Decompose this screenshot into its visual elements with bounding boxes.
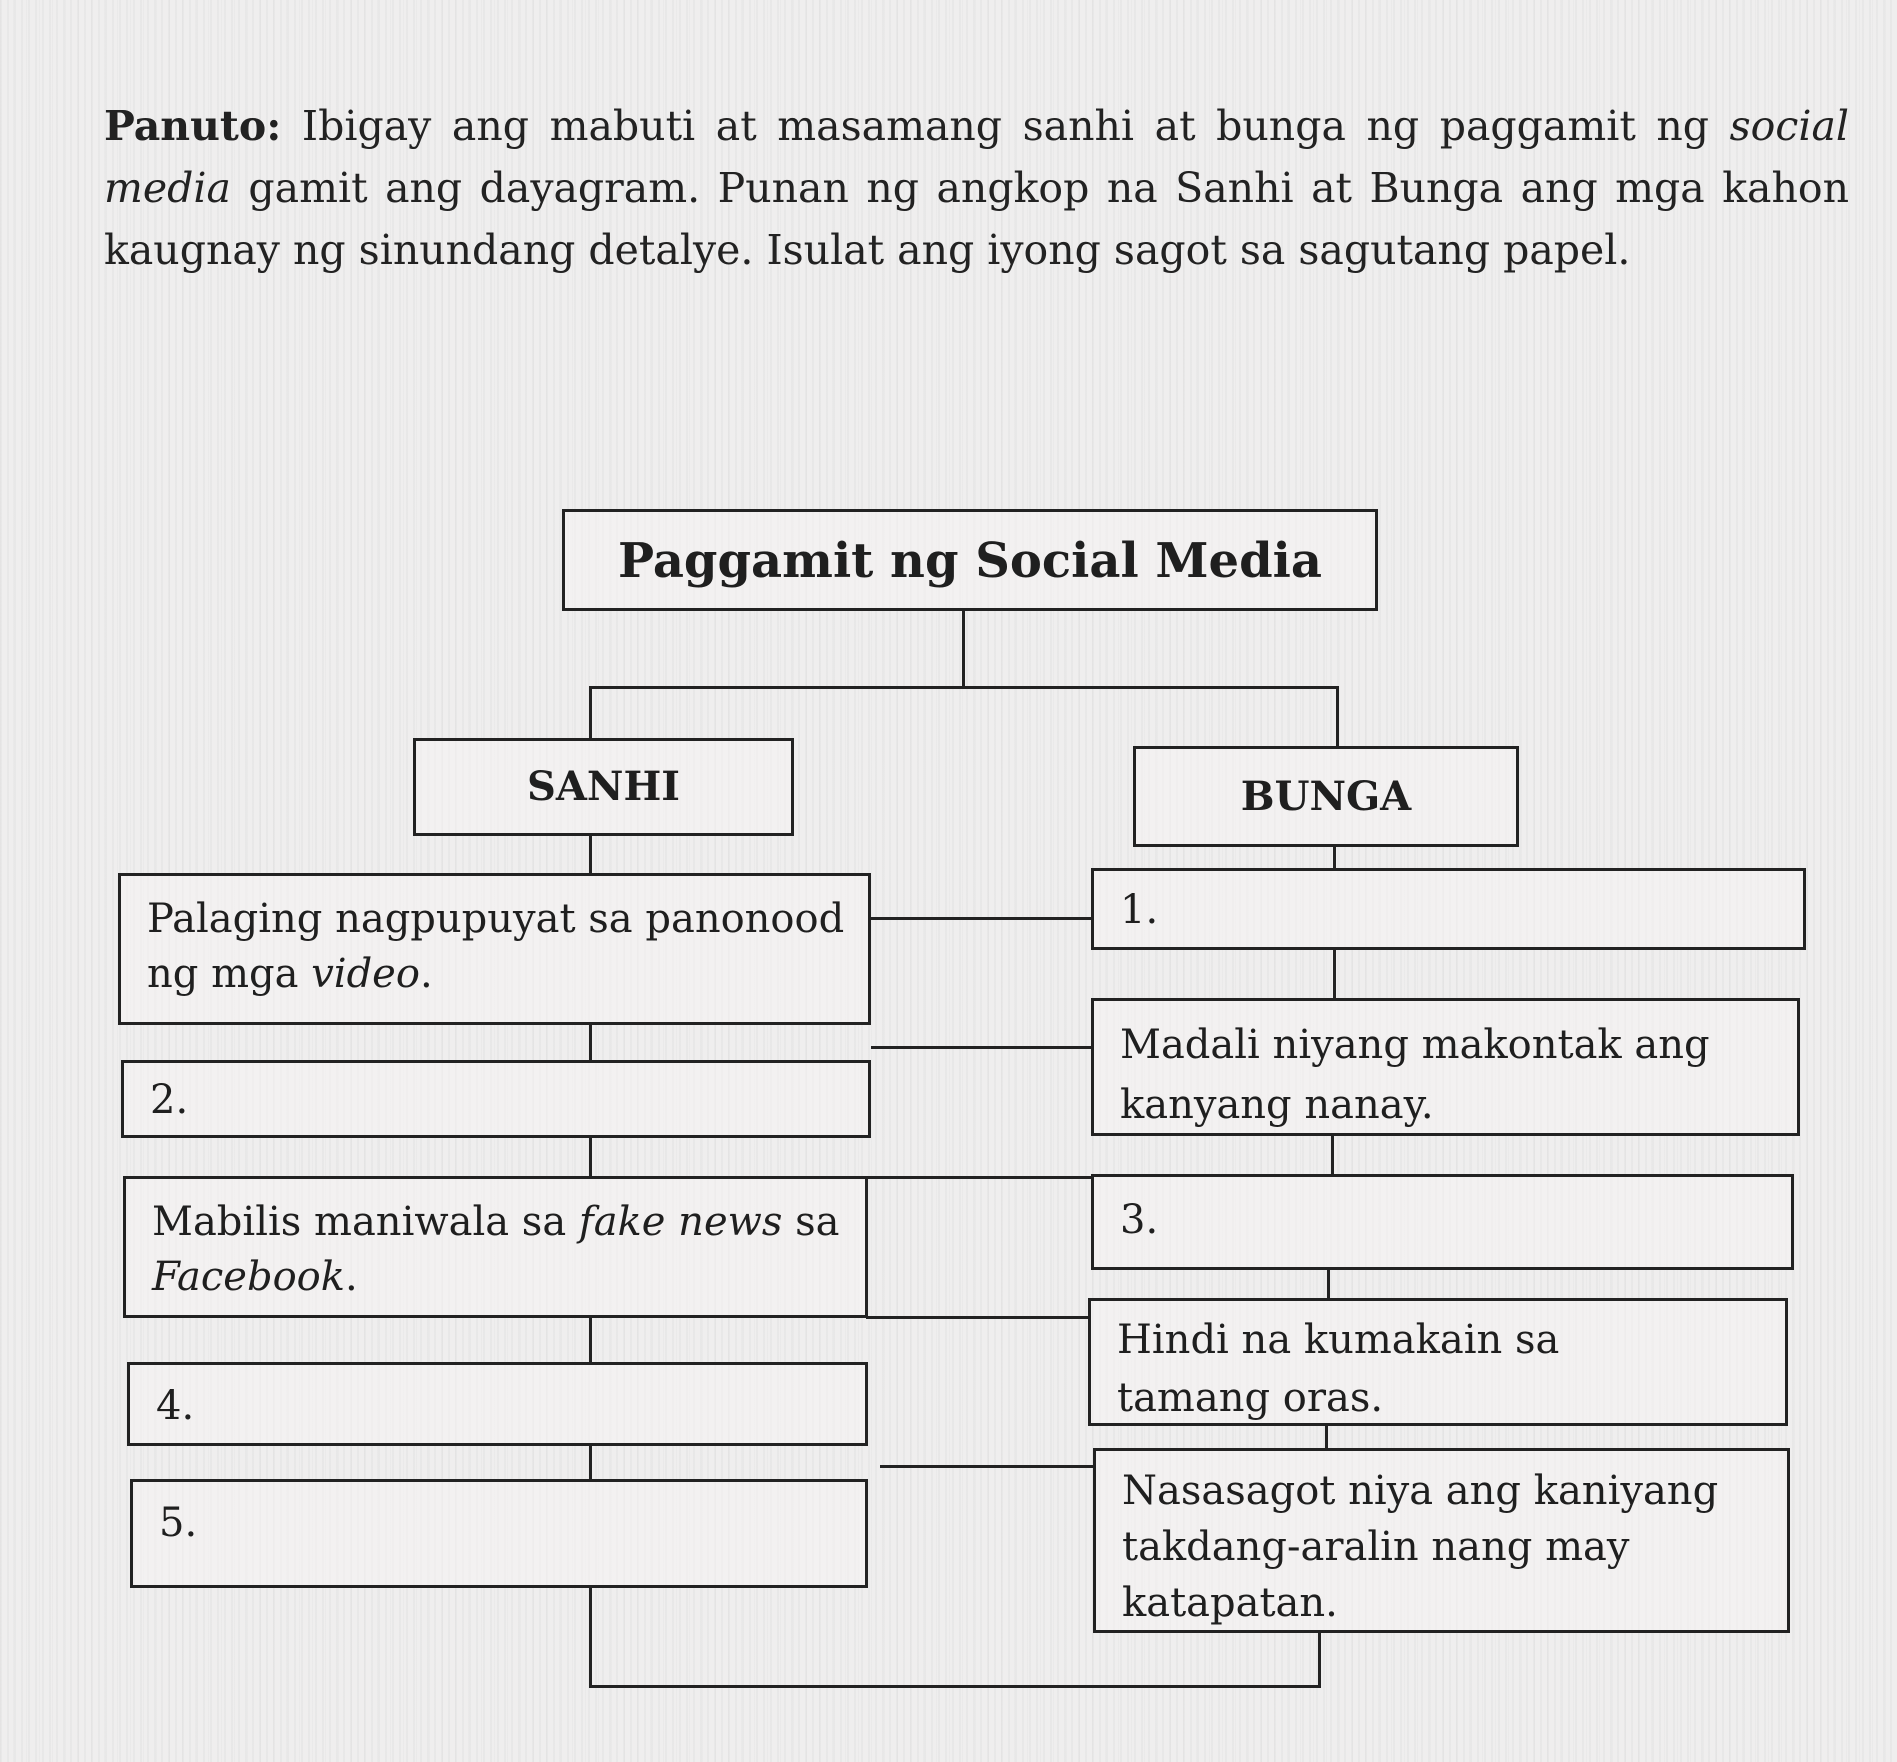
sanhi-box-1 [118,873,871,1025]
bunga-box-1-answer[interactable] [1091,868,1806,950]
connector-line [1331,1136,1334,1175]
bunga-number: 1. [1120,887,1159,933]
bunga-text: Nasasagot niya ang kaniyang takdang-aralin nang may katapatan. [1122,1468,1719,1626]
connector-line [589,686,1339,689]
connector-line [1333,950,1336,999]
sanhi-box-4-answer[interactable] [127,1362,868,1446]
connector-line [589,686,592,739]
sanhi-number: 2. [150,1077,189,1123]
bunga-text: Madali niyang makontak ang kanyang nanay. [1120,1022,1710,1128]
instructions-text-2: gamit ang dayagram. Punan ng angkop na Sanhi at Bunga ang mga kahon kaugnay ng sinundang detalye. Isulat ang iyong sagot sa sagutang papel. [104,164,1849,274]
connector-line [589,1685,1321,1688]
bunga-box-5 [1093,1448,1790,1633]
connector-line [1318,1633,1321,1688]
instructions-label: Panuto: [104,102,282,150]
instructions-italic-term: social media [104,102,1849,212]
connector-line [589,1588,592,1688]
sanhi-box-5-answer[interactable] [130,1479,868,1588]
sanhi-text: Mabilis maniwala sa fake news sa Facebook. [152,1199,840,1300]
bunga-header: BUNGA [1240,773,1412,820]
connector-line [1336,686,1339,747]
diagram-title: Paggamit ng Social Media [618,533,1322,589]
instructions-paragraph [104,95,1849,281]
connector-line [871,917,1092,920]
sanhi-header: SANHI [527,763,680,810]
connector-line [589,1317,592,1363]
connector-line [589,1446,592,1480]
connector-line [589,836,592,874]
connector-line [866,1316,1089,1319]
bunga-box-2 [1091,998,1800,1136]
sanhi-number: 5. [159,1500,198,1546]
sanhi-number: 4. [156,1383,195,1429]
sanhi-text: Palaging nagpupuyat sa panonood ng mga video. [147,896,845,997]
connector-line [962,611,965,687]
bunga-number: 3. [1120,1197,1159,1243]
connector-line [1327,1270,1330,1299]
connector-line [1325,1426,1328,1449]
bunga-box-4 [1088,1298,1788,1426]
connector-line [871,1046,1092,1049]
connector-line [866,1176,1092,1179]
sanhi-header-box [413,738,794,836]
connector-line [1333,847,1336,869]
sanhi-box-3 [123,1176,868,1318]
diagram-title-box [562,509,1378,611]
instructions-text-1: Ibigay ang mabuti at masamang sanhi at bunga ng paggamit ng [281,102,1730,150]
bunga-box-3-answer[interactable] [1091,1174,1794,1270]
connector-line [880,1465,1094,1468]
connector-line [589,1025,592,1061]
bunga-text: Hindi na kumakain sa tamang oras. [1117,1317,1560,1421]
connector-line [589,1138,592,1178]
sanhi-box-2-answer[interactable] [121,1060,871,1138]
bunga-header-box [1133,746,1519,847]
